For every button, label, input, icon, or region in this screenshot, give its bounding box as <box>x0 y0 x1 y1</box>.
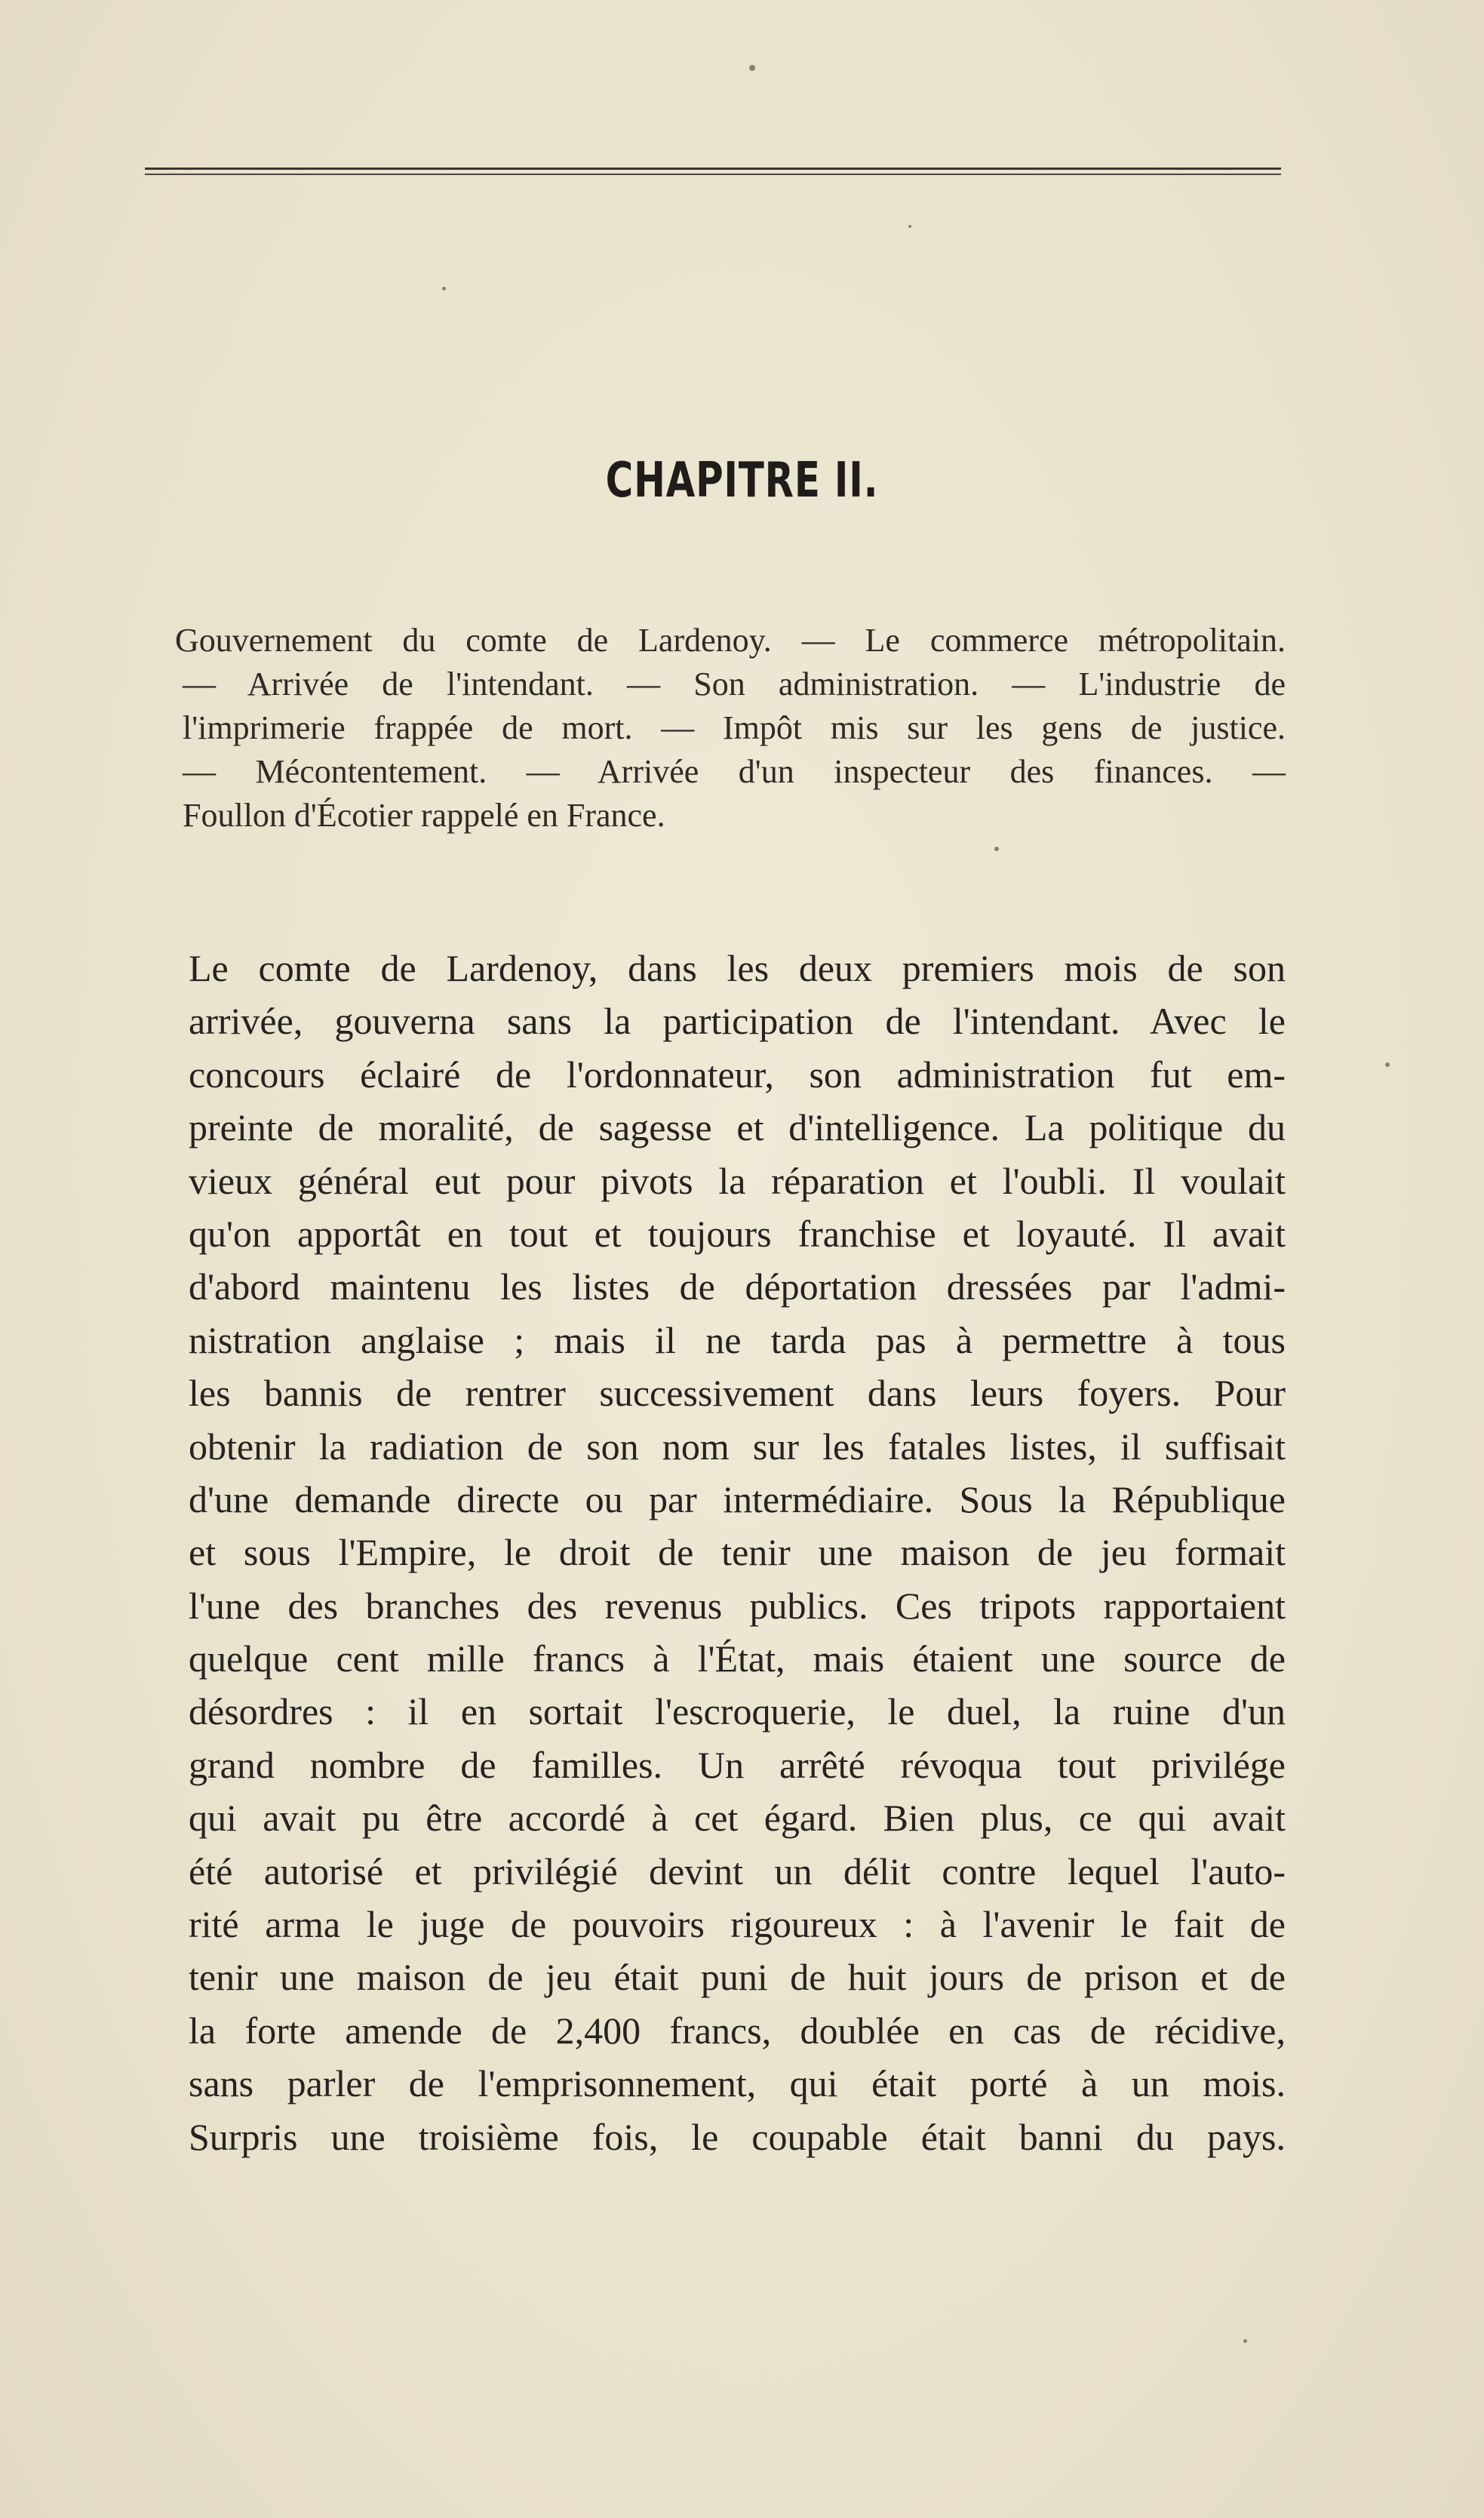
paper-speck <box>749 65 755 71</box>
body-line: qui avait pu être accordé à cet égard. Bien plus, ce qui avait <box>189 1797 1286 1840</box>
body-line: sans parler de l'emprisonnement, qui était porté à un mois. <box>189 2062 1286 2105</box>
body-line: nistration anglaise ; mais il ne tarda pas à permettre à tous <box>189 1318 1286 1361</box>
body-line: Surpris une troisième fois, le coupable était banni du pays. <box>189 2115 1286 2158</box>
body-line: vieux général eut pour pivots la réparation et l'oubli. Il voulait <box>189 1159 1286 1202</box>
body-line: preinte de moralité, de sagesse et d'intelligence. La politique du <box>189 1106 1286 1149</box>
body-line: concours éclairé de l'ordonnateur, son administration fut em- <box>189 1053 1286 1096</box>
body-line: tenir une maison de jeu était puni de huit jours de prison et de <box>189 1956 1286 1999</box>
body-paragraph <box>189 942 1286 2163</box>
body-line: été autorisé et privilégié devint un délit contre lequel l'auto- <box>189 1849 1286 1892</box>
paper-speck <box>1385 1062 1390 1067</box>
paper-speck <box>908 225 911 228</box>
paper-speck <box>442 287 446 291</box>
summary-line: — Mécontentement. — Arrivée d'un inspecteur des finances. — <box>183 753 1286 790</box>
body-line: Le comte de Lardenoy, dans les deux premiers mois de son <box>189 947 1286 989</box>
body-line: qu'on apportât en tout et toujours franchise et loyauté. Il avait <box>189 1212 1286 1255</box>
summary-line: Foullon d'Écotier rappelé en France. <box>183 797 665 834</box>
paper-speck <box>994 847 999 851</box>
body-line: arrivée, gouverna sans la participation de l'intendant. Avec le <box>189 1000 1286 1043</box>
body-line: désordres : il en sortait l'escroquerie, le duel, la ruine d'un <box>189 1690 1286 1733</box>
body-line: rité arma le juge de pouvoirs rigoureux : à l'avenir le fait de <box>189 1903 1286 1946</box>
header-rule-thin <box>145 174 1281 175</box>
chapter-title: CHAPITRE II. <box>605 453 879 509</box>
chapter-summary <box>175 619 1286 838</box>
body-line: et sous l'Empire, le droit de tenir une maison de jeu formait <box>189 1531 1286 1574</box>
body-line: d'une demande directe ou par intermédiaire. Sous la République <box>189 1477 1286 1520</box>
header-rule <box>145 168 1281 170</box>
summary-line: l'imprimerie frappée de mort. — Impôt mis sur les gens de justice. <box>183 709 1286 746</box>
body-line: les bannis de rentrer successivement dans leurs foyers. Pour <box>189 1372 1286 1415</box>
body-line: obtenir la radiation de son nom sur les fatales listes, il suffisait <box>189 1425 1286 1468</box>
body-line: d'abord maintenu les listes de déportation dressées par l'admi- <box>189 1265 1286 1308</box>
summary-line: Gouvernement du comte de Lardenoy. — Le commerce métropolitain. <box>175 622 1286 659</box>
body-line: la forte amende de 2,400 francs, doublée en cas de récidive, <box>189 2009 1286 2052</box>
body-line: l'une des branches des revenus publics. Ces tripots rapportaient <box>189 1584 1286 1627</box>
body-line: quelque cent mille francs à l'État, mais étaient une source de <box>189 1637 1286 1680</box>
paper-speck <box>1243 2339 1247 2343</box>
body-line: grand nombre de familles. Un arrêté révoqua tout privilége <box>189 1743 1286 1786</box>
summary-line: — Arrivée de l'intendant. — Son administration. — L'industrie de <box>183 666 1286 703</box>
